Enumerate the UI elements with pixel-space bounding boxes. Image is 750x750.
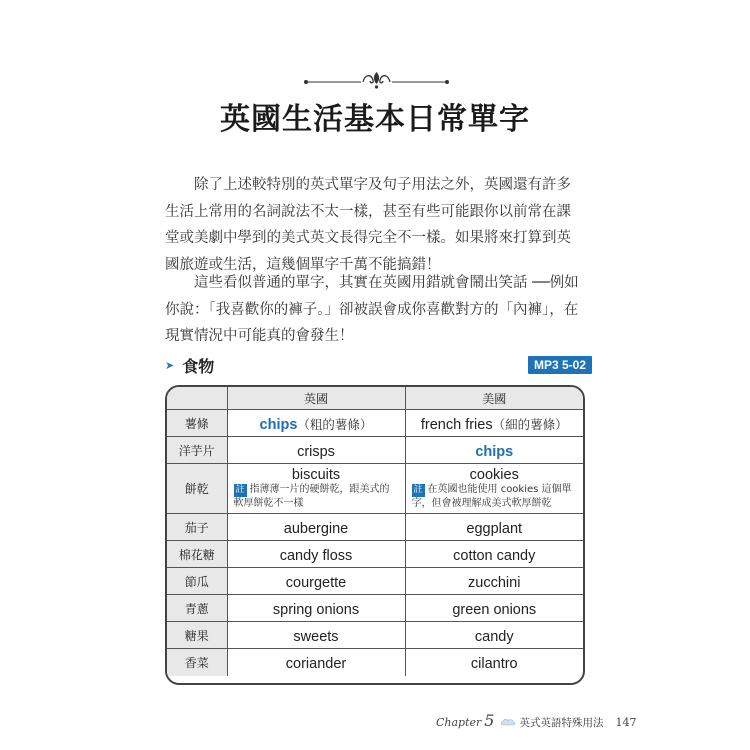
- table-row: [167, 464, 583, 514]
- us-cell: [405, 595, 583, 622]
- table-row: [167, 514, 583, 541]
- row-category: 香菜: [167, 649, 227, 676]
- row-category: 茄子: [167, 514, 227, 541]
- mp3-track-badge[interactable]: MP3 5-02: [528, 356, 592, 374]
- uk-note: （粗的薯條）: [297, 416, 373, 432]
- table-row: [167, 541, 583, 568]
- header-uk: 英國: [227, 387, 405, 410]
- arrow-right-icon: ➤: [165, 359, 175, 372]
- row-category: 薯條: [167, 410, 227, 437]
- us-word: eggplant: [466, 520, 523, 537]
- uk-cell: [227, 568, 405, 595]
- us-cell: [405, 514, 583, 541]
- us-word: cilantro: [470, 655, 518, 672]
- uk-note: [228, 483, 405, 510]
- uk-word: coriander: [285, 655, 347, 672]
- uk-word: chips: [259, 416, 298, 433]
- uk-cell: [227, 622, 405, 649]
- page-number: 147: [615, 716, 637, 729]
- page-title: 英國生活基本日常單字: [220, 102, 530, 137]
- us-cell: [405, 437, 583, 464]
- us-cell: [405, 568, 583, 595]
- us-word: candy: [474, 628, 514, 645]
- header-category: [167, 387, 227, 410]
- chapter-title: 英式英語特殊用法: [519, 717, 604, 729]
- us-note: （細的薯條）: [492, 416, 568, 432]
- us-word: chips: [475, 443, 514, 460]
- uk-word: aubergine: [283, 520, 349, 537]
- uk-cell: [227, 514, 405, 541]
- row-category: 節瓜: [167, 568, 227, 595]
- row-category: 糖果: [167, 622, 227, 649]
- table-row: [167, 595, 583, 622]
- uk-word: candy floss: [279, 547, 353, 564]
- uk-word: sweets: [293, 628, 339, 645]
- note-tag: 註: [235, 485, 245, 495]
- section-heading: [165, 354, 214, 377]
- table-header-row: [167, 387, 583, 410]
- us-word: french fries: [420, 416, 493, 433]
- page-footer: [436, 711, 636, 730]
- table-row: [167, 622, 583, 649]
- example-paragraph: 這些看似普通的單字，其實在英國用錯就會鬧出笑話 ──例如你說：「我喜歡你的褲子。」卻被誤會成你喜歡對方的「內褲」，在現實情況中可能真的會發生！: [165, 275, 579, 344]
- vocabulary-table: [165, 385, 585, 685]
- us-cell: [405, 464, 583, 514]
- intro-paragraph: 除了上述較特別的英式單字及句子用法之外，英國還有許多生活上常用的名詞說法不太一樣，甚至有些可能跟你以前常在課堂或美劇中學到的美式英文長得完全不一樣。如果將來打算到英國旅遊或生活，這幾個單字千萬不能搞錯！: [165, 177, 571, 273]
- us-cell: [405, 541, 583, 568]
- us-note-text: 在英國也能使用 cookies 這個單字，但會被理解成美式軟厚餅乾: [411, 484, 572, 509]
- table-row: [167, 649, 583, 676]
- uk-cell: [227, 595, 405, 622]
- table-row: [167, 437, 583, 464]
- header-us: 美國: [405, 387, 583, 410]
- uk-word: courgette: [285, 574, 347, 591]
- us-cell: [405, 649, 583, 676]
- row-category: 青蔥: [167, 595, 227, 622]
- note-tag: 註: [413, 485, 423, 495]
- uk-cell: [227, 649, 405, 676]
- row-category: 棉花糖: [167, 541, 227, 568]
- chapter-number: 5: [484, 711, 495, 730]
- us-word: green onions: [452, 601, 537, 618]
- us-word: cotton candy: [453, 547, 536, 564]
- uk-cell: [227, 541, 405, 568]
- flourish-ornament-icon: [303, 68, 450, 90]
- uk-cell: [227, 410, 405, 437]
- cloud-icon: [500, 718, 516, 726]
- us-word: zucchini: [468, 574, 521, 591]
- us-cell: [405, 622, 583, 649]
- chapter-label: Chapter: [436, 716, 482, 729]
- uk-word: spring onions: [272, 601, 360, 618]
- section-title: 食物: [182, 357, 215, 376]
- table-row: [167, 410, 583, 437]
- us-cell: [405, 410, 583, 437]
- uk-cell: [227, 464, 405, 514]
- row-category: 餅乾: [167, 464, 227, 514]
- uk-word: crisps: [297, 443, 335, 460]
- uk-word: biscuits: [291, 467, 341, 483]
- uk-note-text: 指薄薄一片的硬餅乾，跟美式的軟厚餅乾不一樣: [233, 484, 390, 509]
- us-word: cookies: [469, 467, 519, 483]
- us-note: [406, 483, 584, 510]
- row-category: 洋芋片: [167, 437, 227, 464]
- uk-cell: [227, 437, 405, 464]
- table-row: [167, 568, 583, 595]
